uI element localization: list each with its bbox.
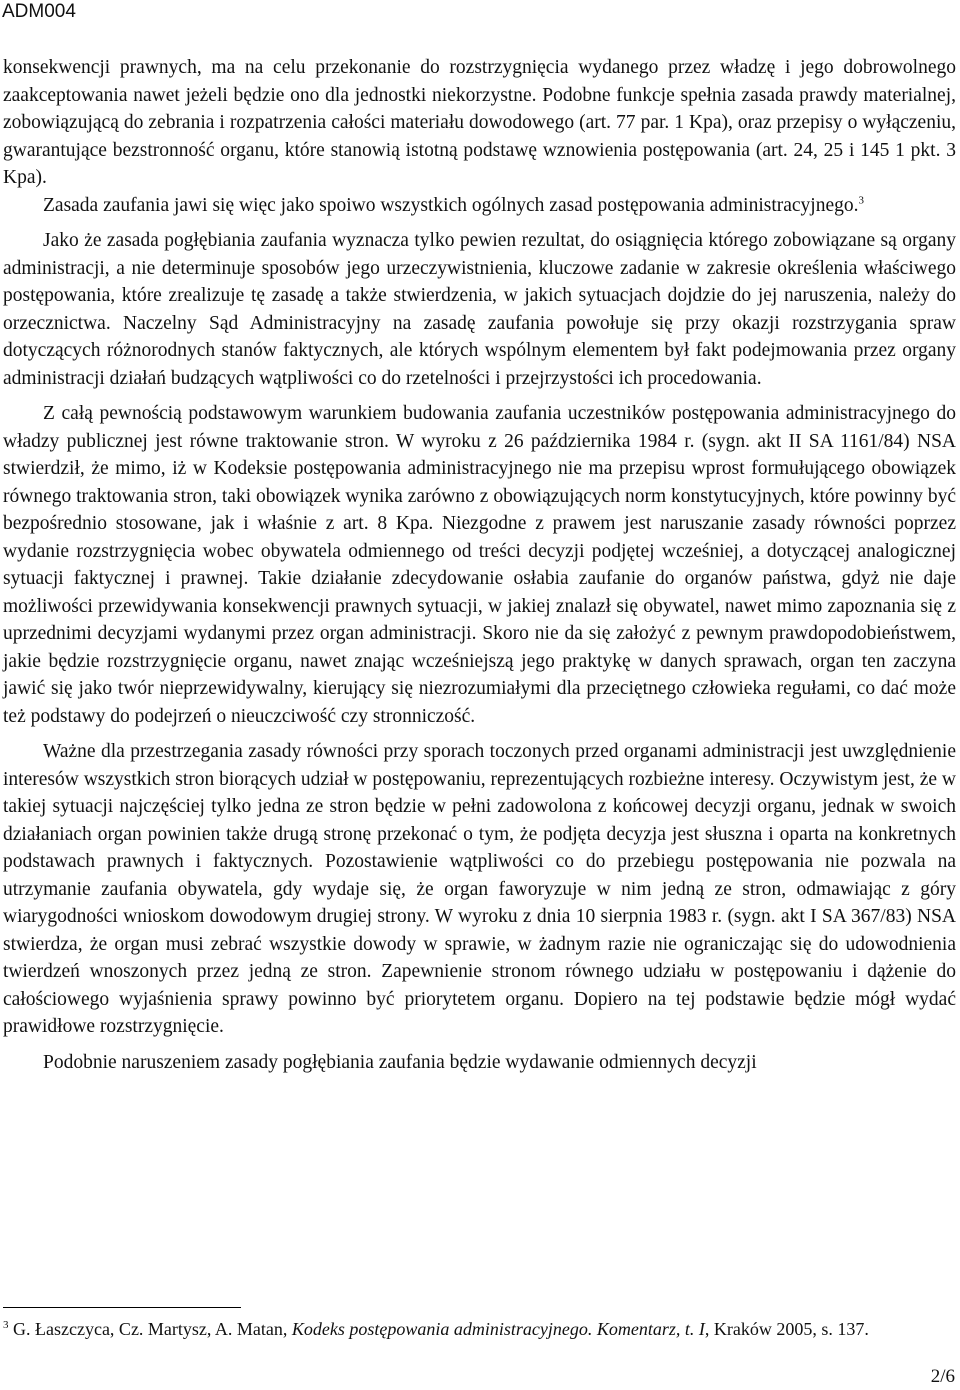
footnote-reference[interactable]: 3 [858, 194, 864, 206]
paragraph-trust-principle [3, 192, 956, 220]
paragraph-parties-interests: Ważne dla przestrzegania zasady równości przy sporach toczonych przed organami administracji jest uwzględnienie interesów wszystkich stron biorących udział w postępowaniu, reprezentujących rozbieżne interesy. Oczywistym jest, że w takiej sytuacji najczęściej tylko jedna ze stron będzie w pełni zadowolona z końcowej decyzji organu, jednak w swoich działaniach organ powinien także drugą stronę przekonać o tym, że podjęta decyzja jest słuszna i oparta na konkretnych podstawach prawnych i faktycznych. Pozostawienie wątpliwości co do przebiegu postępowania nie pozwala na utrzymanie zaufania obywatela, gdy wydaje się, że organ faworyzuje w nim jedną ze stron, odmawiając z góry wiarygodności wnioskom dowodowym drugiej strony. W wyroku z dnia 10 sierpnia 1983 r. (sygn. akt I SA 367/83) NSA stwierdza, że organ musi zebrać wszystkie dowody w sprawie, w żadnym razie nie ograniczając się do udowodnienia twierdzeń wnoszonych przez jedną ze stron. Zapewnienie stronom równego udziału w postępowaniu i dążenie do całościowego wyjaśnienia sprawy powinno być priorytetem organu. Dopiero na tej podstawie będzie mógł wydać prawidłowe rozstrzygnięcie. [3, 741, 956, 1037]
footnote-number: 3 [3, 1319, 9, 1331]
page-number: 2/6 [930, 1366, 955, 1387]
footnote-publication: , Kraków 2005, s. 137. [704, 1319, 869, 1339]
footnote [3, 1316, 956, 1342]
paragraph-equal-treatment: Z całą pewnością podstawowym warunkiem budowania zaufania uczestników postępowania administracyjnego do władzy publicznej jest równe traktowanie stron. W wyroku z 26 października 1984 r. (sygn. akt II SA 1161/84) NSA stwierdził, że mimo, iż w Kodeksie postępowania administracyjnego nie ma przepisu wprost formułującego obowiązek równego traktowania stron, taki obowiązek wynika zarówno z obowiązujących norm konstytucyjnych, które powinny być bezpośrednio stosowane, jak i właśnie z art. 8 Kpa. Niezgodne z prawem jest naruszanie zasady równości poprzez wydanie rozstrzygnięcia wobec obywatela odmiennego od treści decyzji podjętej wcześniej, a dotyczącej analogicznej sytuacji faktycznej i prawnej. Takie działanie zdecydowanie osłabia zaufanie do organów państwa, gdyż nie daje możliwości przewidywania konsekwencji prawnych sytuacji, w jakiej znalazł się obywatel, nawet mimo zapoznania się z uprzednimi decyzjami wydanymi przez organ administracji. Skoro nie da się założyć z pewnym prawdopodobieństwem, jakie będzie rozstrzygnięcie organu, nawet znając wcześniejszą jego praktykę w danych sprawach, organ ten zaczyna jawić się jako twór nieprzewidywalny, kierujący się niezrozumiałymi dla przeciętnego człowieka regułami, co dać może też podstawy do podejrzeń o nieuczciwość czy stronniczość. [3, 403, 956, 727]
paragraph-different-decisions: Podobnie naruszeniem zasady pogłębiania zaufania będzie wydawanie odmiennych decyzji [43, 1051, 757, 1073]
paragraph-text: Zasada zaufania jawi się więc jako spoiwo wszystkich ogólnych zasad postępowania administracyjnego. [43, 194, 859, 216]
footnote-separator [3, 1307, 241, 1308]
footnote-authors: G. Łaszczyca, Cz. Martysz, A. Matan, [8, 1319, 292, 1339]
document-body [3, 54, 956, 1076]
paragraph-jurisprudence: Jako że zasada pogłębiania zaufania wyznacza tylko pewien rezultat, do osiągnięcia którego zobowiązane są organy administracji, a nie determinuje sposobów jego urzeczywistnienia, kluczowe zadanie w zakresie określenia właściwego postępowania, które zrealizuje tę zasadę a także stwierdzenia, w jakich sytuacjach dojdzie do jej naruszenia, należy do orzecznictwa. Naczelny Sąd Administracyjny na zasadę zaufania powołuje się przy okazji rozstrzygania spraw dotyczących różnorodnych stanów faktycznych, ale których wspólnym elementem był fakt podejmowania przez organy administracji działań budzących wątpliwości co do rzetelności i przejrzystości ich procedowania. [3, 230, 956, 389]
paragraph-continuation: konsekwencji prawnych, ma na celu przekonanie do rozstrzygnięcia wydanego przez władzę i jego dobrowolnego zaakceptowania nawet jeżeli będzie ono dla jednostki niekorzystne. Podobne funkcje spełnia zasada prawdy materialnej, zobowiązującą do zebrania i rozpatrzenia całości materiału dowodowego (art. 77 par. 1 Kpa), oraz przepisy o wyłączeniu, gwarantujące bezstronność organu, które stanowią istotną podstawę wznowienia postępowania (art. 24, 25 i 145 1 pkt. 3 Kpa). [3, 57, 956, 188]
document-id: ADM004 [2, 1, 76, 22]
footnote-title: Kodeks postępowania administracyjnego. Komentarz, t. I [291, 1319, 705, 1339]
